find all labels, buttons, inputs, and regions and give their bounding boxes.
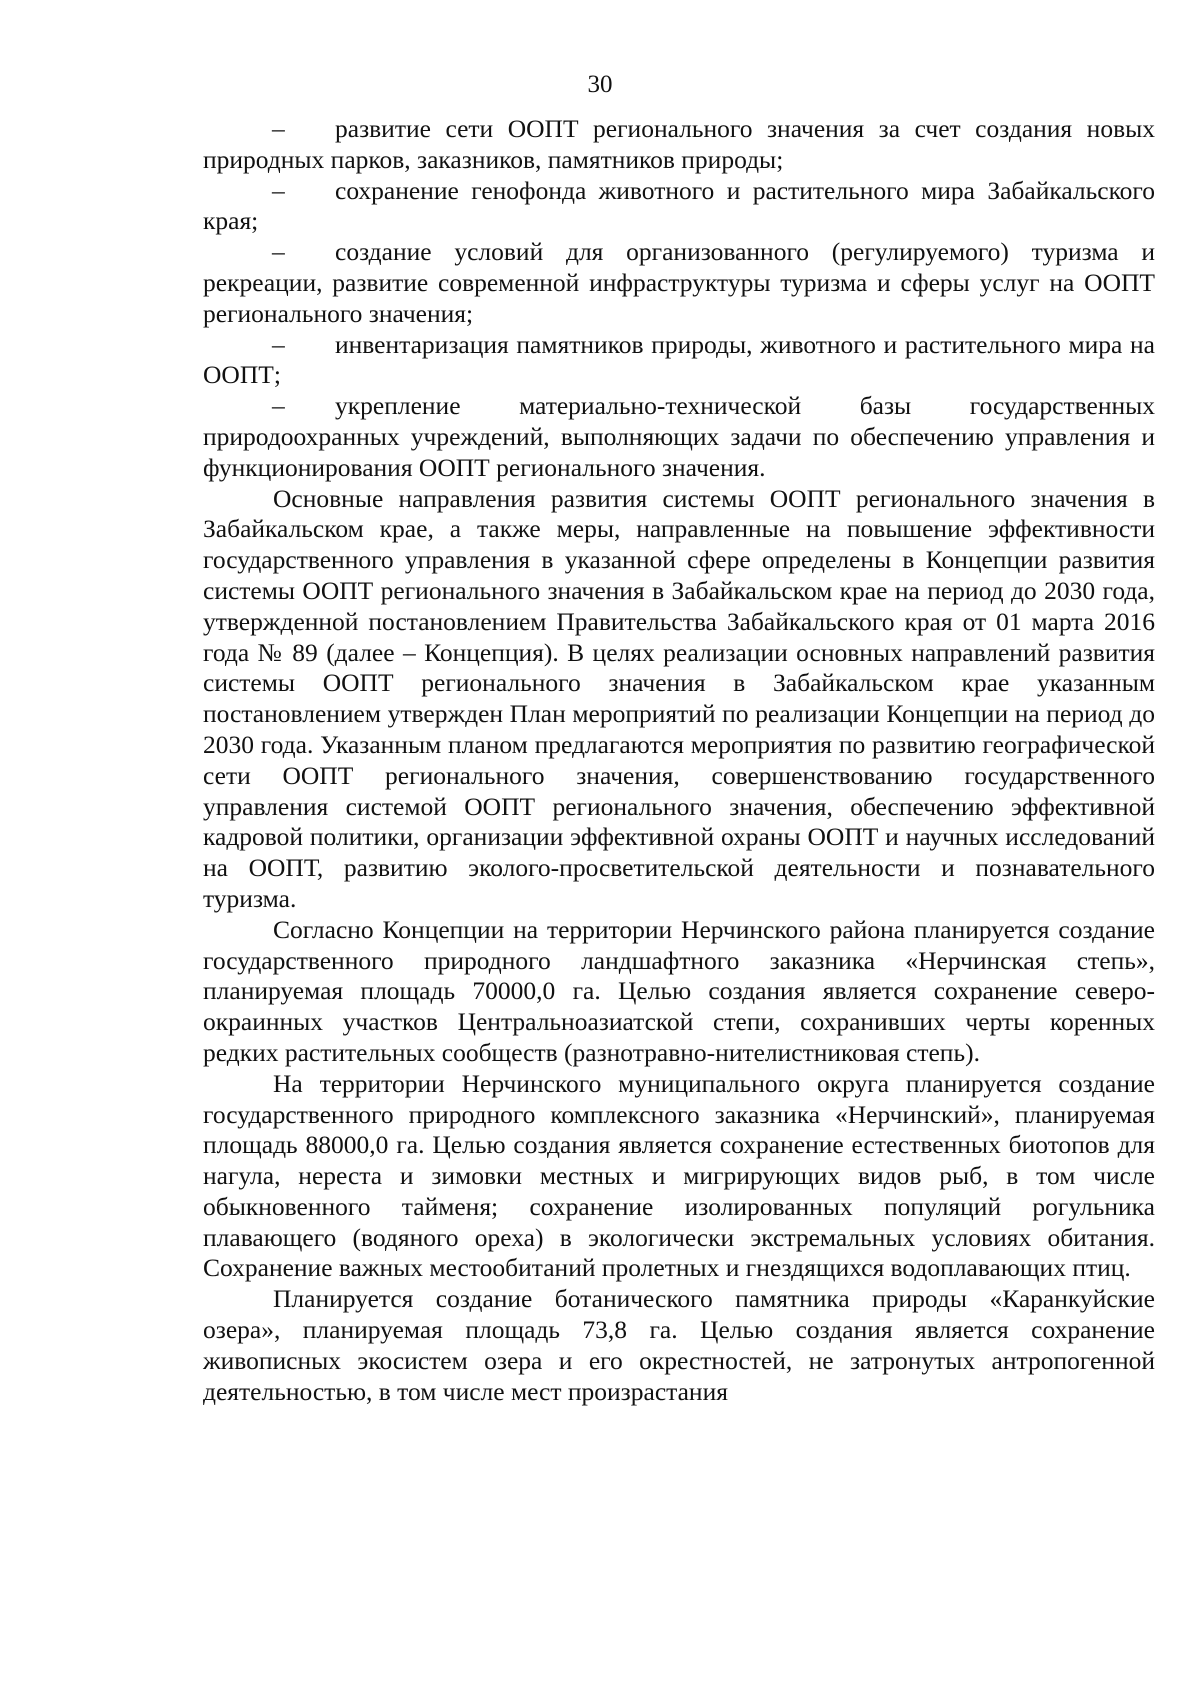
paragraph-concept: Основные направления развития системы ООПТ регионального значения в Забайкальском крае, а также меры, направленные на повышение эффективности государственного управления в указанной сфере определены в Концепции развития системы ООПТ регионального значения в Забайкальском крае на период до 2030 года, утвержденной постановлением Правительства Забайкальского края от 01 марта 2016 года № 89 (далее – Концепция). В целях реализации основных направлений развития системы ООПТ регионального значения в Забайкальском крае указанным постановлением утвержден План мероприятий по реализации Концепции на период до 2030 года. Указанным планом предлагаются мероприятия по развитию географической сети ООПТ регионального значения, совершенствованию государственного управления системой ООПТ регионального значения, обеспечению эффективной кадровой политики, организации эффективной охраны ООПТ и научных исследований на ООПТ, развитию эколого-просветительской деятельности и познавательного туризма.: [203, 483, 1155, 913]
bullet-text: сохранение генофонда животного и растительного мира Забайкальского края;: [203, 175, 1155, 236]
bullet-item: [203, 114, 1155, 176]
page-number: 30: [587, 71, 613, 98]
bullet-text: развитие сети ООПТ регионального значения за счет создания новых природных парков, заказников, памятников природы;: [203, 114, 1155, 174]
dash-marker: –: [272, 237, 285, 267]
dash-marker: –: [272, 175, 285, 205]
bullet-item: [203, 237, 1155, 329]
bullet-item: [203, 176, 1155, 238]
dash-marker: –: [272, 114, 285, 143]
bullet-item: [203, 330, 1155, 392]
paragraph-karankuy-lakes: Планируется создание ботанического памятника природы «Каранкуйские озера», планируемая площадь 73,8 га. Целью создания является сохранение живописных экосистем озера и его окрестностей, не затронутых антропогенной деятельностью, в том числе мест произрастания: [203, 1284, 1155, 1406]
bullet-item: [203, 391, 1155, 483]
paragraph-nerchinskaya-step: Согласно Концепции на территории Нерчинского района планируется создание государственного природного ландшафтного заказника «Нерчинская степь», планируемая площадь 70000,0 га. Целью создания является сохранение северо-окраинных участков Центральноазиатской степи, сохранивших черты коренных редких растительных сообществ (разнотравно-нителистниковая степь).: [203, 914, 1155, 1067]
bullet-text: укрепление материально-технической базы государственных природоохранных учреждений, выполняющих задачи по обеспечению управления и функционирования ООПТ регионального значения.: [203, 391, 1155, 482]
dash-marker: –: [272, 391, 285, 421]
paragraph-nerchinsky-reserve: На территории Нерчинского муниципального округа планируется создание государственного природного комплексного заказника «Нерчинский», планируемая площадь 88000,0 га. Целью создания является сохранение естественных биотопов для нагула, нереста и зимовки местных и мигрирующих видов рыб, в том числе обыкновенного тайменя; сохранение изолированных популяций рогульника плавающего (водяного ореха) в экологически экстремальных условиях обитания. Сохранение важных местообитаний пролетных и гнездящихся водоплавающих птиц.: [203, 1068, 1155, 1283]
bullet-text: создание условий для организованного (регулируемого) туризма и рекреации, развитие современной инфраструктуры туризма и сферы услуг на ООПТ регионального значения;: [203, 237, 1155, 328]
dash-marker: –: [272, 329, 285, 359]
document-body: [203, 114, 1155, 1407]
bullet-text: инвентаризация памятников природы, животного и растительного мира на ООПТ;: [203, 329, 1155, 390]
